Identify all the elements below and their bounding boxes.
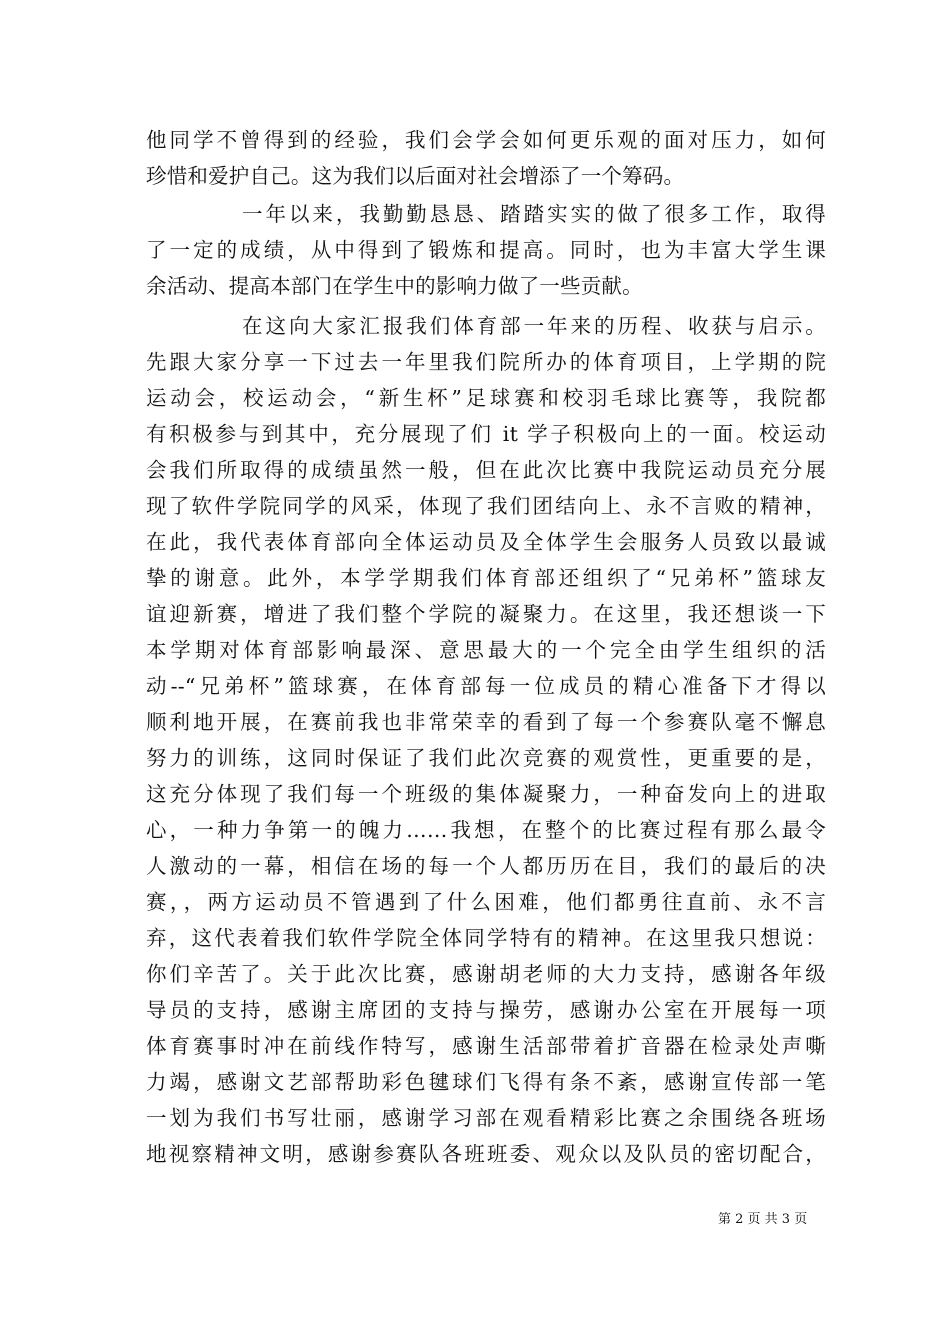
paragraph-2 [146, 196, 826, 304]
page-footer: 第 2 页 共 3 页 [718, 1212, 808, 1227]
paragraph-line: 导员的支持，感谢主席团的支持与操劳，感谢办公室在开展每一项 [146, 998, 826, 1022]
paragraph-line: 努力的训练，这同时保证了我们此次竞赛的观赏性，更重要的是， [146, 746, 826, 770]
paragraph-line: 会我们所取得的成绩虽然一般，但在此次比赛中我院运动员充分展 [146, 458, 826, 482]
paragraph-1 [146, 122, 826, 194]
paragraph-line: 现了软件学院同学的风采，体现了我们团结向上、永不言败的精神， [146, 494, 826, 518]
paragraph-line: 心，一种力争第一的魄力……我想，在整个的比赛过程有那么最令 [146, 818, 826, 842]
paragraph-line: 运动会，校运动会，“新生杯”足球赛和校羽毛球比赛等，我院都 [146, 386, 826, 410]
paragraph-line: 你们辛苦了。关于此次比赛，感谢胡老师的大力支持，感谢各年级 [146, 962, 826, 986]
paragraph-line: 这充分体现了我们每一个班级的集体凝聚力，一种奋发向上的进取 [146, 782, 826, 806]
paragraph-line: 谊迎新赛，增进了我们整个学院的凝聚力。在这里，我还想谈一下 [146, 602, 826, 626]
paragraph-line: 本学期对体育部影响最深、意思最大的一个完全由学生组织的活 [146, 638, 826, 662]
paragraph-line: 一年以来，我勤勤恳恳、踏踏实实的做了很多工作，取得 [242, 202, 826, 226]
paragraph-line: 地视察精神文明，感谢参赛队各班班委、观众以及队员的密切配合， [146, 1142, 826, 1166]
paragraph-line: 赛，，两方运动员不管遇到了什么困难，他们都勇往直前、永不言 [146, 890, 826, 914]
paragraph-line: 弃，这代表着我们软件学院全体同学特有的精神。在这里我只想说： [146, 926, 826, 950]
paragraph-line: 先跟大家分享一下过去一年里我们院所办的体育项目，上学期的院 [146, 350, 826, 374]
paragraph-line: 顺利地开展，在赛前我也非常荣幸的看到了每一个参赛队毫不懈息 [146, 710, 826, 734]
paragraph-line: 人激动的一幕，相信在场的每一个人都历历在目，我们的最后的决 [146, 854, 826, 878]
paragraph-line: 在此，我代表体育部向全体运动员及全体学生会服务人员致以最诚 [146, 530, 826, 554]
paragraph-line: 珍惜和爱护自己。这为我们以后面对社会增添了一个筹码。 [146, 164, 685, 188]
paragraph-line: 体育赛事时冲在前线作特写，感谢生活部带着扩音器在检录处声嘶 [146, 1034, 826, 1058]
paragraph-line: 在这向大家汇报我们体育部一年来的历程、收获与启示。 [242, 314, 826, 338]
paragraph-line: 余活动、提高本部门在学生中的影响力做了一些贡献。 [146, 274, 643, 298]
paragraph-line: 有积极参与到其中，充分展现了们 it 学子积极向上的一面。校运动 [146, 422, 826, 446]
paragraph-line: 挚的谢意。此外，本学学期我们体育部还组织了“兄弟杯”篮球友 [146, 566, 826, 590]
paragraph-line: 动--“兄弟杯”篮球赛，在体育部每一位成员的精心准备下才得以 [146, 674, 826, 698]
paragraph-3 [146, 308, 826, 1172]
paragraph-line: 一划为我们书写壮丽，感谢学习部在观看精彩比赛之余围绕各班场 [146, 1106, 826, 1130]
paragraph-line: 力竭，感谢文艺部帮助彩色毽球们飞得有条不紊，感谢宣传部一笔 [146, 1070, 826, 1094]
paragraph-line: 他同学不曾得到的经验，我们会学会如何更乐观的面对压力，如何 [146, 128, 826, 152]
paragraph-line: 了一定的成绩，从中得到了锻炼和提高。同时，也为丰富大学生课 [146, 238, 826, 262]
